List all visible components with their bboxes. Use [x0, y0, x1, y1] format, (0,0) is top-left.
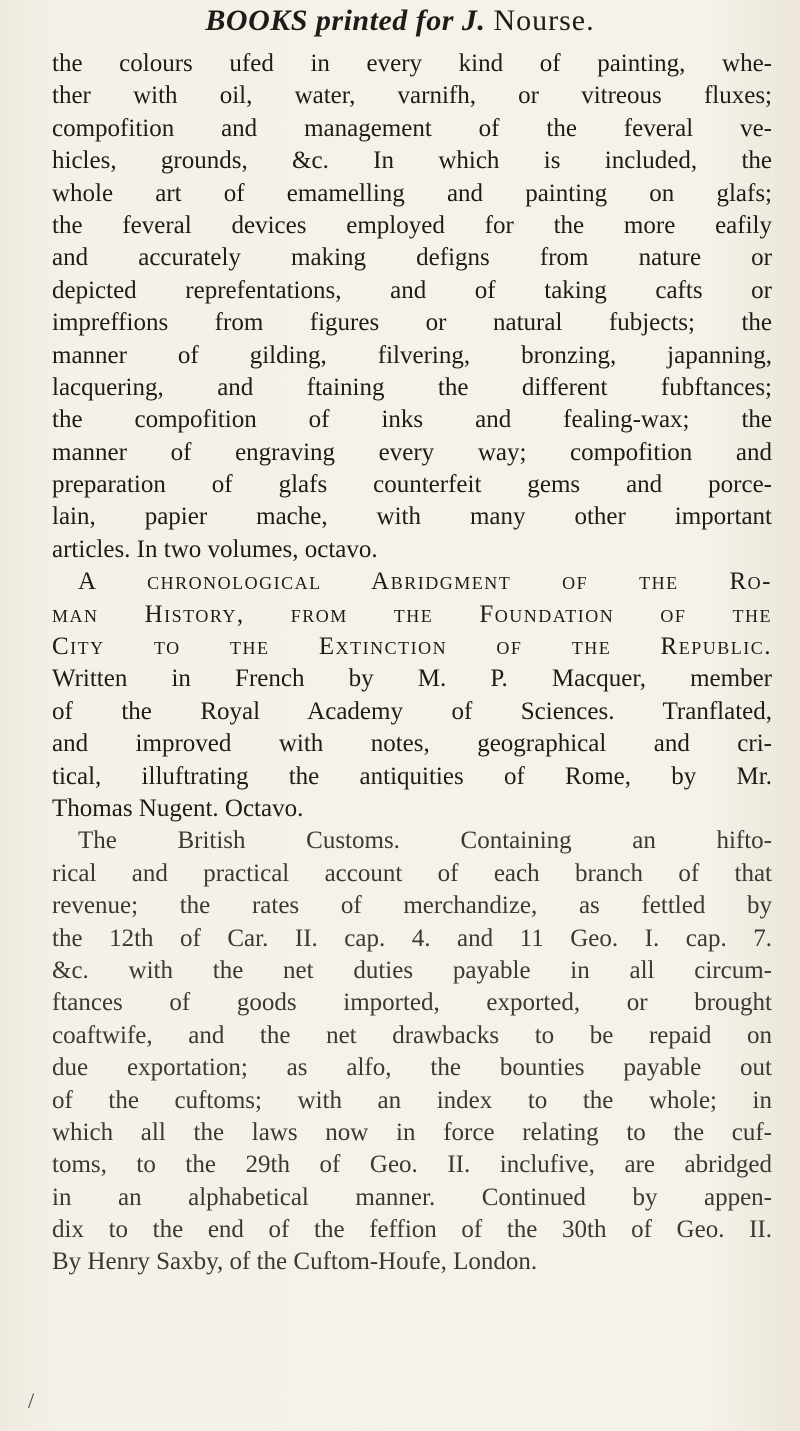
text-line: ftances of goods imported, exported, or brought [52, 989, 772, 1017]
text-line: whole art of emamelling and painting on glafs; [52, 179, 772, 207]
entry-title-line: A chronological Abridgment of the Ro- [78, 568, 772, 596]
text-line: ther with oil, water, varnifh, or vitreous fluxes; [52, 82, 772, 110]
text-line: the compofition of inks and fealing-wax; the [52, 406, 772, 434]
text-line: manner of engraving every way; compofition and [52, 438, 772, 466]
entry-title-line: City to the Extinction of the Republic. [52, 633, 772, 661]
text-line: compofition and management of the feveral ve- [52, 114, 772, 142]
text-line: dix to the end of the feffion of the 30th of Geo. II. [52, 1216, 772, 1244]
text-line: preparation of glafs counterfeit gems and porce- [52, 471, 772, 499]
text-line: the colours ufed in every kind of painting, whe- [52, 50, 772, 77]
text-line: which all the laws now in force relating to the cuf- [52, 1118, 772, 1146]
margin-mark: / [28, 1388, 35, 1413]
text-line: in an alphabetical manner. Continued by appen- [52, 1183, 772, 1211]
text-line: and improved with notes, geographical and cri- [52, 730, 772, 758]
text-line: of the cuftoms; with an index to the whole; in [52, 1086, 772, 1114]
text-line: lain, papier mache, with many other important [52, 503, 772, 531]
text-line: the 12th of Car. II. cap. 4. and 11 Geo. I. cap. 7. [52, 924, 772, 952]
text-line: coaftwife, and the net drawbacks to be repaid on [52, 1021, 772, 1049]
entry-title-line: man History, from the Foundation of the [52, 600, 772, 628]
text-line: of the Royal Academy of Sciences. Tranflated, [52, 697, 772, 725]
text-line: articles. In two volumes, octavo. [52, 535, 378, 563]
text-line: rical and practical account of each branch of that [52, 859, 772, 887]
text-line: and accurately making defigns from nature or [52, 244, 772, 272]
body-text [52, 48, 772, 1279]
text-line: hicles, grounds, &c. In which is included, the [52, 147, 772, 175]
running-head [0, 4, 800, 48]
text-line: By Henry Saxby, of the Cuftom-Houfe, London. [52, 1248, 538, 1276]
text-line: depicted reprefentations, and of taking cafts or [52, 276, 772, 304]
text-line: toms, to the 29th of Geo. II. inclufive, are abridged [52, 1151, 772, 1179]
text-line: due exportation; as alfo, the bounties payable out [52, 1054, 772, 1082]
text-line: revenue; the rates of merchandize, as fettled by [52, 892, 772, 920]
text-line: the feveral devices employed for the more eafily [52, 211, 772, 239]
text-line: lacquering, and ftaining the different fubftances; [52, 373, 772, 401]
text-line: tical, illuftrating the antiquities of Rome, by Mr. [52, 762, 772, 790]
running-head-italic: BOOKS printed for J. [205, 4, 486, 37]
entry-title-line: The British Customs. Containing an hifto- [78, 827, 772, 855]
running-head-name: Nourse. [493, 4, 595, 37]
text-line: &c. with the net duties payable in all circum- [52, 956, 772, 984]
text-line: impreffions from figures or natural fubjects; the [52, 309, 772, 337]
text-line: manner of gilding, filvering, bronzing, japanning, [52, 341, 772, 369]
text-line: Written in French by M. P. Macquer, member [52, 665, 772, 693]
text-line: Thomas Nugent. Octavo. [52, 794, 304, 822]
